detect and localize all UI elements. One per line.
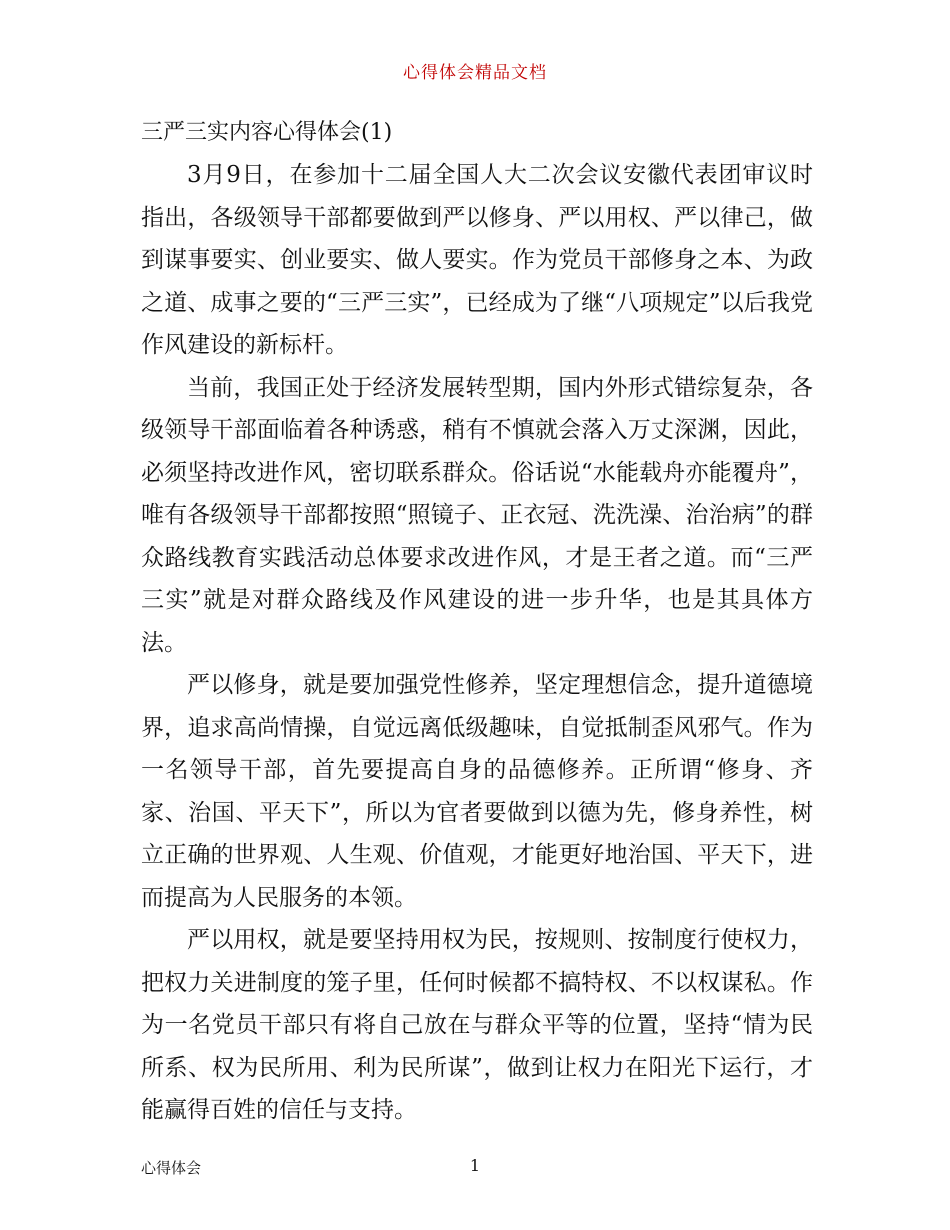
header-title: 心得体会精品文档 — [403, 63, 547, 83]
paragraph-1: 3月9日，在参加十二届全国人大二次会议安徽代表团审议时指出，各级领导干部都要做到严以修身、严以用权、严以律己，做到谋事要实、创业要实、做人要实。作为党员干部修身之本、为政之道、成事之要的“三严三实”，已经成为了继“八项规定”以后我党作风建设的新标杆。 — [141, 162, 813, 358]
document-body — [141, 112, 813, 1132]
document-title: 三严三实内容心得体会(1) — [141, 120, 393, 145]
footer-label: 心得体会 — [141, 1159, 202, 1177]
paragraph-3: 严以修身，就是要加强党性修养，坚定理想信念，提升道德境界，追求高尚情操，自觉远离低级趣味，自觉抵制歪风邪气。作为一名领导干部，首先要提高自身的品德修养。正所谓“修身、齐家、治国、平天下”，所以为官者要做到以德为先，修身养性，树立正确的世界观、人生观、价值观，才能更好地治国、平天下，进而提高为人民服务的本领。 — [141, 672, 813, 911]
paragraph-2: 当前，我国正处于经济发展转型期，国内外形式错综复杂，各级领导干部面临着各种诱惑，稍有不慎就会落入万丈深渊，因此，必须坚持改进作风，密切联系群众。俗话说“水能载舟亦能覆舟”，唯有各级领导干部都按照“照镜子、正衣冠、洗洗澡、治治病”的群众路线教育实践活动总体要求改进作风，才是王者之道。而“三严三实”就是对群众路线及作风建设的进一步升华，也是其具体方法。 — [141, 374, 813, 656]
paragraph-4: 严以用权，就是要坚持用权为民，按规则、按制度行使权力，把权力关进制度的笼子里，任何时候都不搞特权、不以权谋私。作为一名党员干部只有将自己放在与群众平等的位置，坚持“情为民所系、权为民所用、利为民所谋”，做到让权力在阳光下运行，才能赢得百姓的信任与支持。 — [141, 927, 813, 1123]
page-number: 1 — [469, 1156, 481, 1175]
